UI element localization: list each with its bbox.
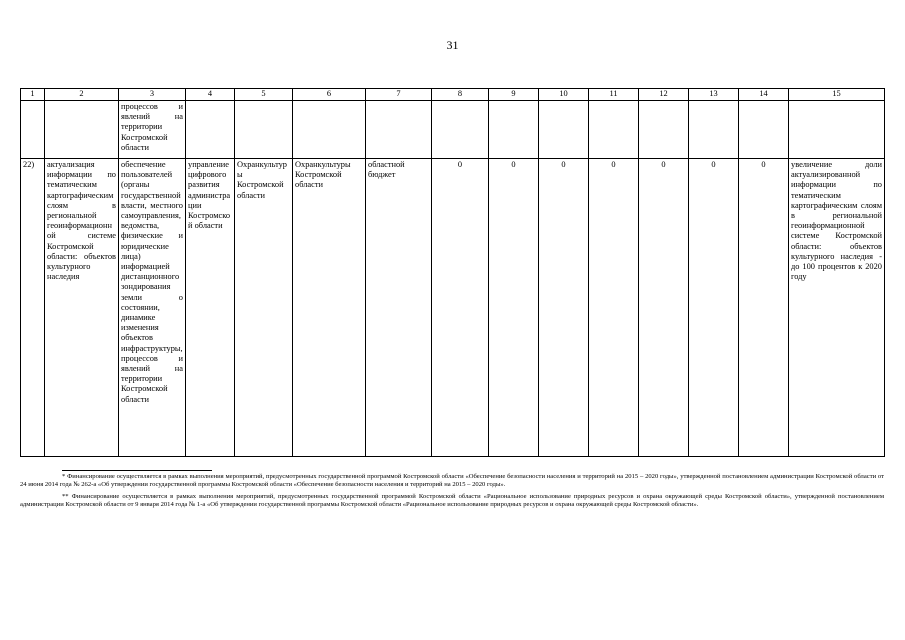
column-header: 7 — [366, 89, 432, 101]
continuation-row — [21, 101, 885, 159]
column-header: 8 — [432, 89, 489, 101]
value-cell: 0 — [432, 159, 489, 457]
measures-table — [20, 88, 885, 457]
executor: Охранкультуры Костромской области — [235, 159, 293, 457]
continuation-cell: процессов и явлений на территории Костромской области — [119, 101, 186, 159]
column-header: 10 — [539, 89, 589, 101]
value-cell: 0 — [489, 159, 539, 457]
responsible-body: управление цифрового развития администрации Костромской области — [186, 159, 235, 457]
column-header: 13 — [689, 89, 739, 101]
measure-participants: обеспечение пользователей (органы государственной власти, местного самоуправления, ведомства, физические и юридические лица) информацией дистанционного зондирования земли о состоянии, динамике изменения объектов инфраструктуры, процессов и явлений на территории Костромской области — [119, 159, 186, 457]
value-cell: 0 — [639, 159, 689, 457]
column-header: 5 — [235, 89, 293, 101]
footnote-2: ** Финансирование осуществляется в рамках выполнения мероприятий, предусмотренных государственной программой Костромской области «Рациональное использование природных ресурсов и охрана окружающей среды Костромской области», утвержденной постановлением администрации Костромской области от 9 января 2014 года № 1-а «Об утверждении государственной программы Костромской области «Рациональное использование природных ресурсов и охрана окружающей среды Костромской области». — [20, 492, 884, 509]
footnotes — [20, 470, 884, 513]
column-header: 14 — [739, 89, 789, 101]
column-header: 3 — [119, 89, 186, 101]
value-cell: 0 — [539, 159, 589, 457]
expected-result: увеличение доли актуализированной информации по тематическим картографическим слоям в региональной геоинформационной системе Костромской области: объектов культурного наследия - до 100 процентов к 2020 году — [789, 159, 885, 457]
column-header: 1 — [21, 89, 45, 101]
column-header: 4 — [186, 89, 235, 101]
column-header: 6 — [293, 89, 366, 101]
column-header: 15 — [789, 89, 885, 101]
header-row — [21, 89, 885, 101]
value-cell: 0 — [739, 159, 789, 457]
column-header: 2 — [45, 89, 119, 101]
footnote-divider — [62, 470, 212, 471]
coexecutor: Охранкультуры Костромской области — [293, 159, 366, 457]
table-row — [21, 159, 885, 457]
column-header: 12 — [639, 89, 689, 101]
page-number: 31 — [446, 38, 459, 52]
footnote-1: * Финансирование осуществляется в рамках выполнения мероприятий, предусмотренных государственной программой Костромской области «Обеспечение безопасности населения и территорий на 2015 – 2020 годы», утвержденной постановлением администрации Костромской области от 24 июня 2014 года № 262-а «Об утверждении государственной программы Костромской области «Обеспечение безопасности населения и территорий на 2015 – 2020 годы». — [20, 473, 884, 489]
funding-source: областной бюджет — [366, 159, 432, 457]
value-cell: 0 — [689, 159, 739, 457]
row-number: 22) — [21, 159, 45, 457]
column-header: 11 — [589, 89, 639, 101]
column-header: 9 — [489, 89, 539, 101]
measure-name: актуализация информации по тематическим картографическим слоям в региональной геоинформационной системе Костромской области: объектов культурного наследия — [45, 159, 119, 457]
value-cell: 0 — [589, 159, 639, 457]
